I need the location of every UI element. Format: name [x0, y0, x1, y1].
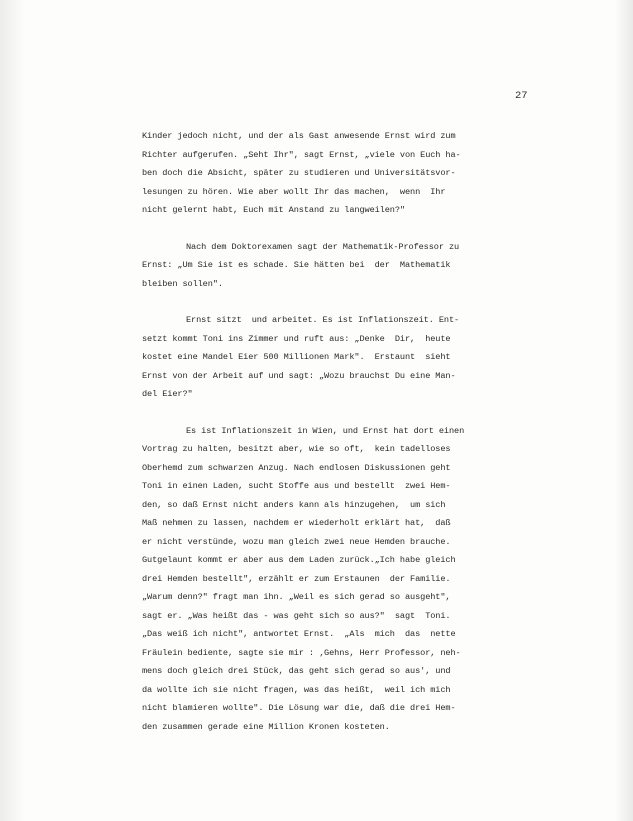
text-line: lesungen zu hören. Wie aber wollt Ihr das machen, wenn Ihr	[142, 186, 446, 197]
text-line: del Eier?"	[142, 389, 193, 399]
text-line: Toni in einen Laden, sucht Stoffe aus und bestellt zwei Hem-	[142, 481, 451, 491]
text-line: Oberhemd zum schwarzen Anzug. Nach endlosen Diskussionen geht	[142, 462, 451, 473]
text-line: Nach dem Doktorexamen sagt der Mathematik-Professor zu	[186, 241, 460, 252]
text-line: „Warum denn?" fragt man ihn. „Weil es sich gerad so ausgeht",	[142, 592, 451, 602]
text-line: ben doch die Absicht, später zu studieren und Universitätsvor-	[142, 168, 456, 178]
text-line: den zusammen gerade eine Million Kronen kosteten.	[142, 721, 390, 732]
text-line: nicht gelernt habt, Euch mit Anstand zu langweilen?"	[142, 205, 405, 215]
text-line: mens doch gleich drei Stück, das geht sich gerad so aus', und	[142, 666, 451, 676]
text-line: nicht blamieren wollte". Die Lösung war die, daß die drei Hem-	[142, 703, 456, 713]
text-line: Kinder jedoch nicht, und der als Gast anwesende Ernst wird zum	[142, 131, 456, 141]
page-number: 27	[515, 90, 528, 102]
text-line: den, so daß Ernst nicht anders kann als hinzugehen, um sich	[142, 499, 446, 510]
text-line: Richter aufgerufen. „Seht Ihr", sagt Ernst, „viele von Euch ha-	[142, 149, 461, 160]
text-line: sagt er. „Was heißt das - was geht sich so aus?" sagt Toni.	[142, 610, 451, 621]
text-line: Es ist Inflationszeit in Wien, und Ernst hat dort einen	[186, 425, 465, 436]
text-line: setzt kommt Toni ins Zimmer und ruft aus: „Denke Dir, heute	[142, 333, 451, 344]
text-line: da wollte ich sie nicht fragen, was das heißt, weil ich mich	[142, 684, 451, 695]
text-line: Fräulein bediente, sagte sie mir : ‚Gehns, Herr Professor, neh-	[142, 647, 461, 658]
text-line: er nicht verstünde, wozu man gleich zwei neue Hemden brauche.	[142, 536, 451, 547]
text-line: Gutgelaunt kommt er aber aus dem Laden zurück.„Ich habe gleich	[142, 555, 456, 565]
text-line: bleiben sollen".	[142, 278, 223, 289]
text-line: Vortrag zu halten, besitzt aber, wie so oft, kein tadelloses	[142, 444, 451, 454]
text-line: Ernst: „Um Sie ist es schade. Sie hätten bei der Mathematik	[142, 260, 451, 270]
text-line: „Das weiß ich nicht", antwortet Ernst. „Als mich das nette	[142, 629, 456, 639]
text-line: kostet eine Mandel Eier 500 Millionen Mark". Erstaunt sieht	[142, 352, 451, 362]
text-line: Ernst von der Arbeit auf und sagt: „Wozu brauchst Du eine Man-	[142, 370, 456, 381]
text-line: Maß nehmen zu lassen, nachdem er wiederholt erklärt hat, daß	[142, 518, 451, 528]
text-line: Ernst sitzt und arbeitet. Es ist Inflationszeit. Ent-	[186, 315, 460, 325]
page-right-edge	[615, 0, 633, 821]
page-left-edge	[0, 0, 24, 821]
text-line: drei Hemden bestellt", erzählt er zum Erstaunen der Familie.	[142, 573, 451, 584]
body-text	[142, 127, 532, 736]
